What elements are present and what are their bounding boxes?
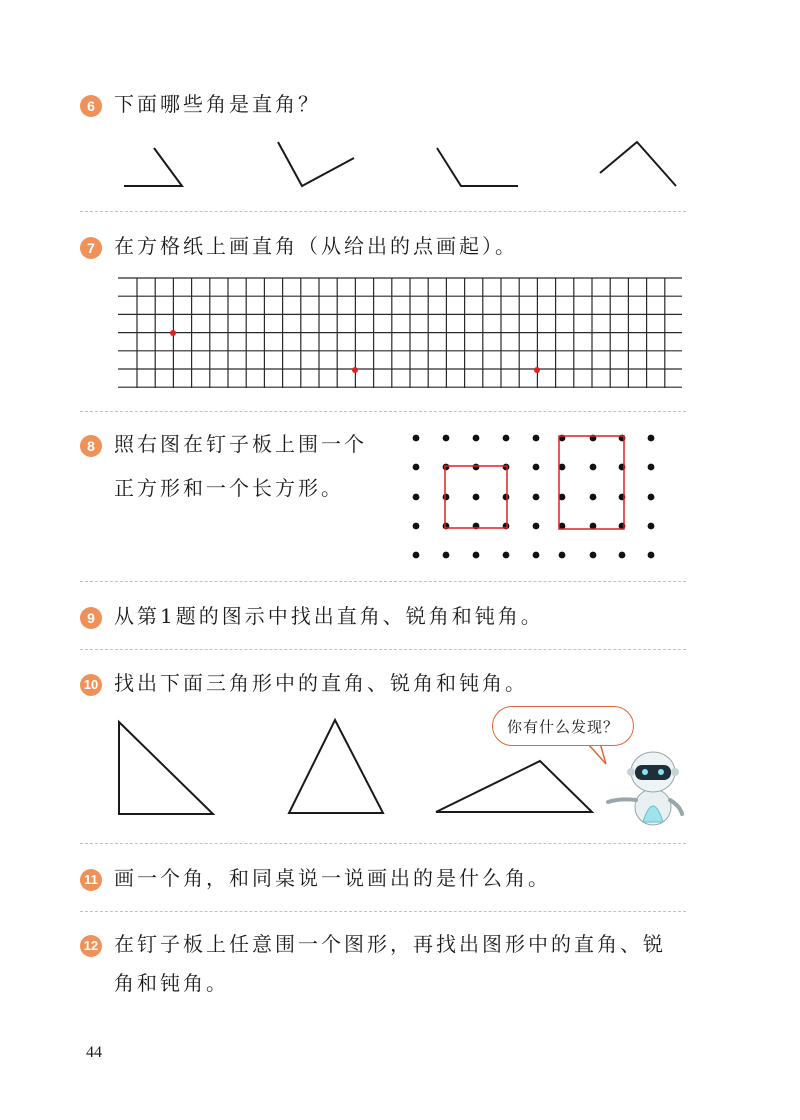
- page-number: 44: [86, 1044, 102, 1061]
- question-10-text: 找出下面三角形中的直角、锐角和钝角。: [114, 671, 528, 695]
- question-12-line-2: 角和钝角。: [114, 971, 229, 995]
- triangle-right: [119, 722, 213, 814]
- divider: [80, 911, 686, 912]
- question-8-line-1: 照右图在钉子板上围一个: [114, 432, 367, 456]
- question-9-text: 从第1题的图示中找出直角、锐角和钝角。: [114, 604, 544, 628]
- robot-mascot-icon: [608, 752, 682, 825]
- speech-bubble: 你有什么发现？: [492, 706, 634, 746]
- question-number-12: 12: [80, 935, 102, 957]
- question-12-line-1: 在钉子板上任意围一个图形，再找出图形中的直角、锐: [114, 932, 666, 956]
- question-number-8: 8: [80, 435, 102, 457]
- question-11-text: 画一个角，和同桌说一说画出的是什么角。: [114, 866, 551, 890]
- question-8-line-2: 正方形和一个长方形。: [114, 476, 344, 500]
- question-number-6: 6: [80, 95, 102, 117]
- triangle-acute: [289, 720, 383, 813]
- question-number-7: 7: [80, 237, 102, 259]
- question-number-10: 10: [80, 674, 102, 696]
- question-6-text: 下面哪些角是直角？: [114, 92, 321, 116]
- question-7-text: 在方格纸上画直角（从给出的点画起）。: [114, 234, 518, 258]
- question-number-11: 11: [80, 869, 102, 891]
- question-number-9: 9: [80, 607, 102, 629]
- triangle-obtuse: [436, 761, 592, 812]
- divider: [80, 843, 686, 844]
